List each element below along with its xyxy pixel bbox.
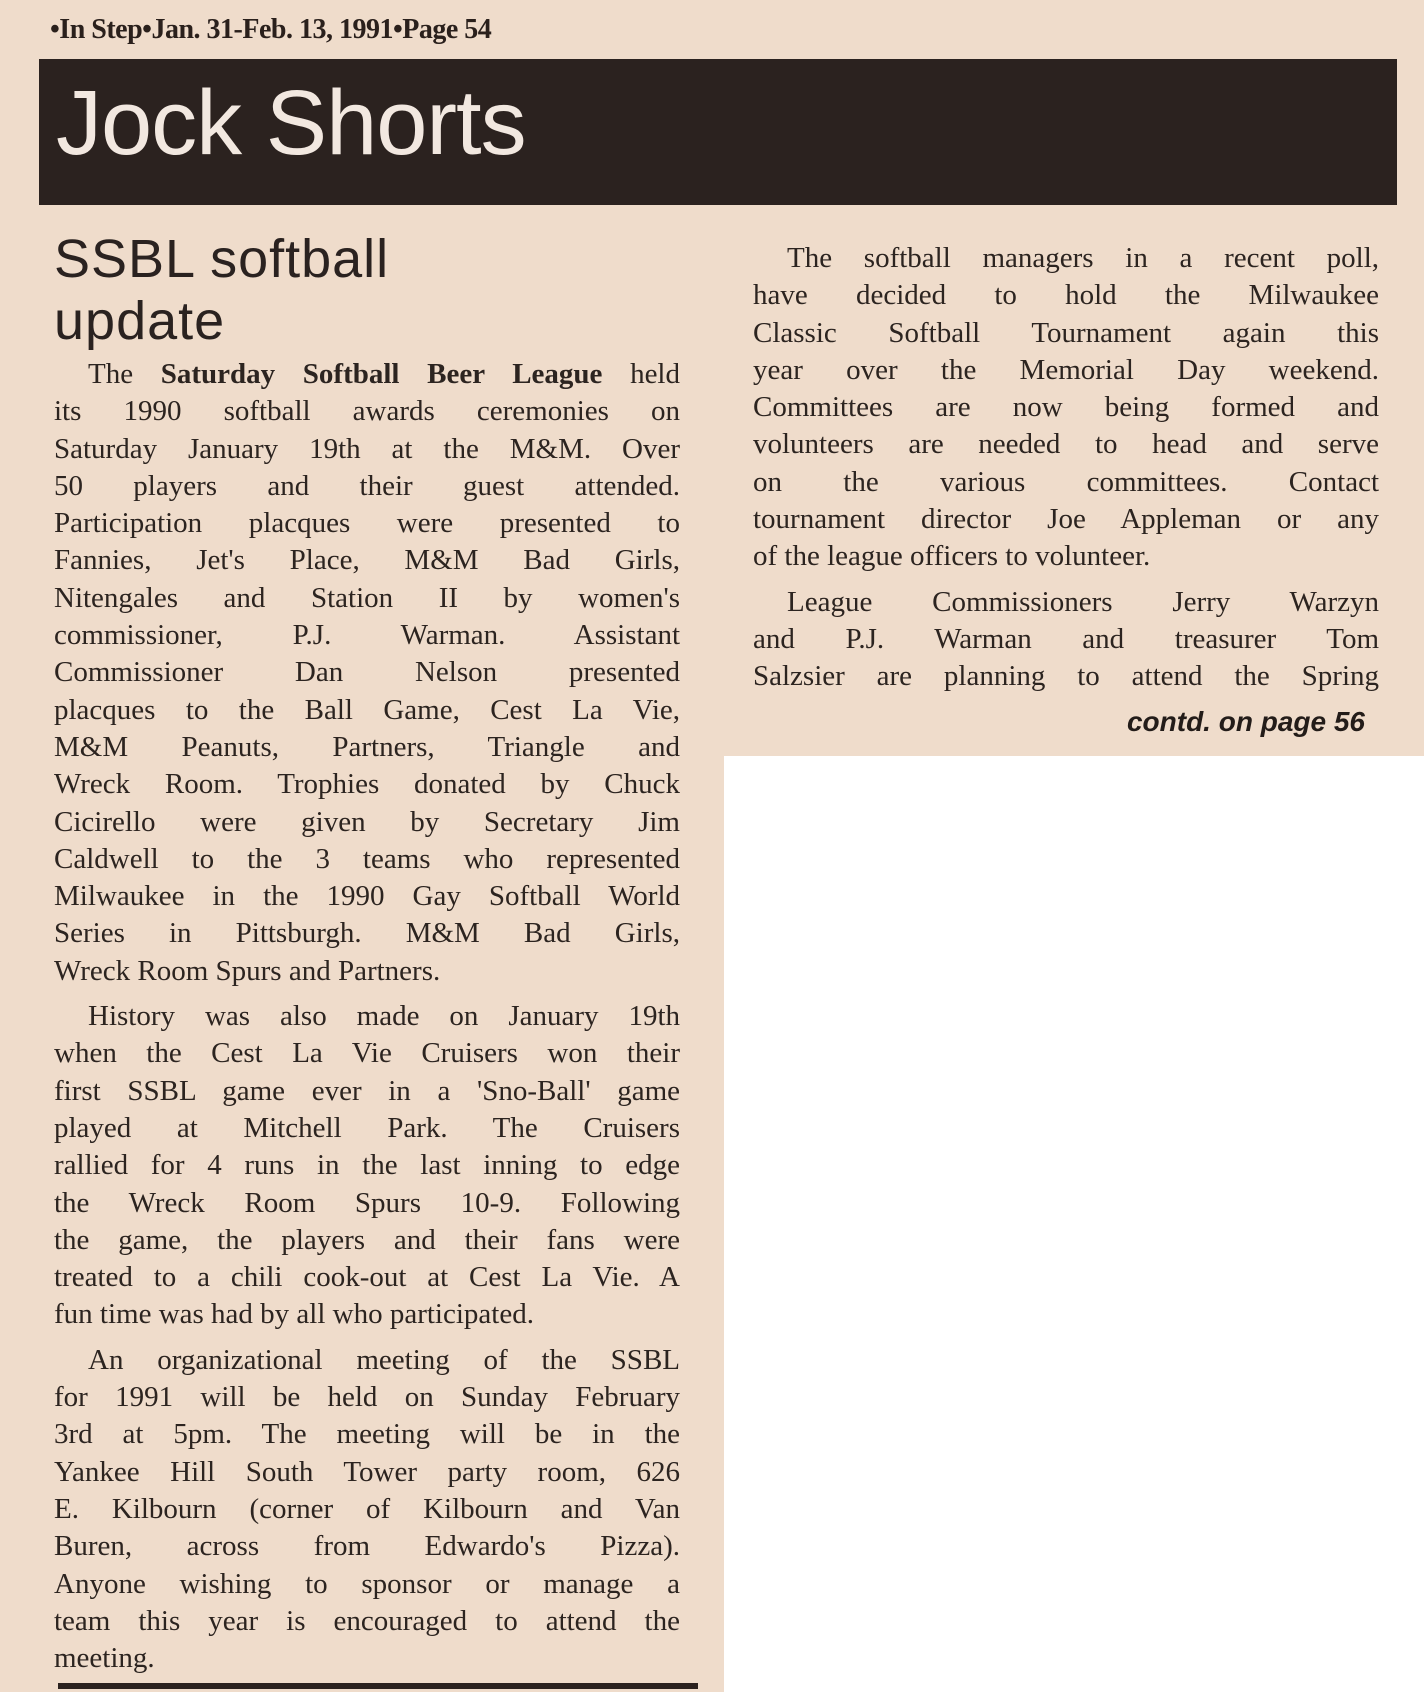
text-line: Participation placques were presented to	[54, 507, 680, 540]
text-line: The softball managers in a recent poll,	[787, 242, 1379, 274]
text-line: Fannies, Jet's Place, M&M Bad Girls,	[54, 544, 680, 577]
text-line: E. Kilbourn (corner of Kilbourn and Van	[54, 1492, 680, 1525]
text-line: Saturday January 19th at the M&M. Over	[54, 432, 680, 465]
text-line: Commissioner Dan Nelson presented	[54, 656, 680, 689]
text-line: its 1990 softball awards ceremonies on	[54, 395, 680, 428]
text-line: and P.J. Warman and treasurer Tom	[753, 622, 1379, 655]
divider	[58, 1683, 698, 1689]
text-line: treated to a chili cook-out at Cest La Vie. A	[54, 1261, 680, 1294]
text-line: Classic Softball Tournament again this	[753, 316, 1379, 349]
text-line: The Saturday Softball Beer League held	[88, 358, 680, 390]
text-line: League Commissioners Jerry Warzyn	[787, 585, 1379, 618]
text-line: Wreck Room. Trophies donated by Chuck	[54, 768, 680, 801]
section-title: Jock Shorts	[56, 72, 526, 174]
text-line: 50 players and their guest attended.	[54, 469, 680, 502]
league-name: Saturday Softball Beer League	[160, 358, 603, 390]
text-line: for 1991 will be held on Sunday February	[54, 1381, 680, 1414]
text-line: An organizational meeting of the SSBL	[88, 1343, 680, 1376]
text-line: 3rd at 5pm. The meeting will be in the	[54, 1418, 680, 1451]
article-headline	[54, 228, 389, 352]
text-line: first SSBL game ever in a 'Sno-Ball' game	[54, 1074, 680, 1107]
text-line: Salzsier are planning to attend the Spring	[753, 660, 1379, 693]
text-line: year over the Memorial Day weekend.	[753, 353, 1379, 386]
text-line: Series in Pittsburgh. M&M Bad Girls,	[54, 917, 680, 950]
text-line: the Wreck Room Spurs 10-9. Following	[54, 1186, 680, 1219]
text-line: commissioner, P.J. Warman. Assistant	[54, 619, 680, 652]
text-line: have decided to hold the Milwaukee	[753, 279, 1379, 312]
left-column	[54, 356, 680, 1677]
text-line: Yankee Hill South Tower party room, 626	[54, 1455, 680, 1488]
text-line: played at Mitchell Park. The Cruisers	[54, 1111, 680, 1144]
text-line: Cicirello were given by Secretary Jim	[54, 805, 680, 838]
headline-line: SSBL softball	[54, 229, 390, 289]
text-line: volunteers are needed to head and serve	[753, 428, 1379, 461]
section-banner	[39, 59, 1397, 205]
text-line: rallied for 4 runs in the last inning to edge	[54, 1149, 680, 1182]
text-line: the game, the players and their fans were	[54, 1223, 680, 1256]
text-line: Anyone wishing to sponsor or manage a	[54, 1567, 680, 1600]
text-line: fun time was had by all who participated.	[54, 1298, 534, 1331]
text-line: of the league officers to volunteer.	[753, 540, 1151, 573]
paragraph-gap	[54, 990, 680, 998]
right-column	[753, 240, 1379, 696]
text-line: M&M Peanuts, Partners, Triangle and	[54, 730, 680, 763]
text-line: History was also made on January 19th	[88, 1000, 680, 1033]
text-line: meeting.	[54, 1642, 155, 1675]
text-line: Milwaukee in the 1990 Gay Softball World	[54, 880, 680, 913]
text-line: team this year is encouraged to attend the	[54, 1604, 680, 1637]
continued-notice: contd. on page 56	[1126, 706, 1365, 737]
text-line: on the various committees. Contact	[753, 465, 1379, 498]
paragraph-gap	[753, 576, 1379, 584]
text-line: Committees are now being formed and	[753, 391, 1379, 424]
text-line: Wreck Room Spurs and Partners.	[54, 954, 441, 987]
text-line: tournament director Joe Appleman or any	[753, 503, 1379, 536]
folio-line: •In Step•Jan. 31-Feb. 13, 1991•Page 54	[50, 14, 492, 45]
paragraph-gap	[54, 1334, 680, 1342]
headline-line: update	[54, 291, 226, 351]
text-line: placques to the Ball Game, Cest La Vie,	[54, 693, 680, 726]
text-line: Caldwell to the 3 teams who represented	[54, 842, 680, 875]
text-line: Nitengales and Station II by women's	[54, 581, 680, 614]
text-line: Buren, across from Edwardo's Pizza).	[54, 1530, 680, 1563]
text-line: when the Cest La Vie Cruisers won their	[54, 1037, 680, 1070]
